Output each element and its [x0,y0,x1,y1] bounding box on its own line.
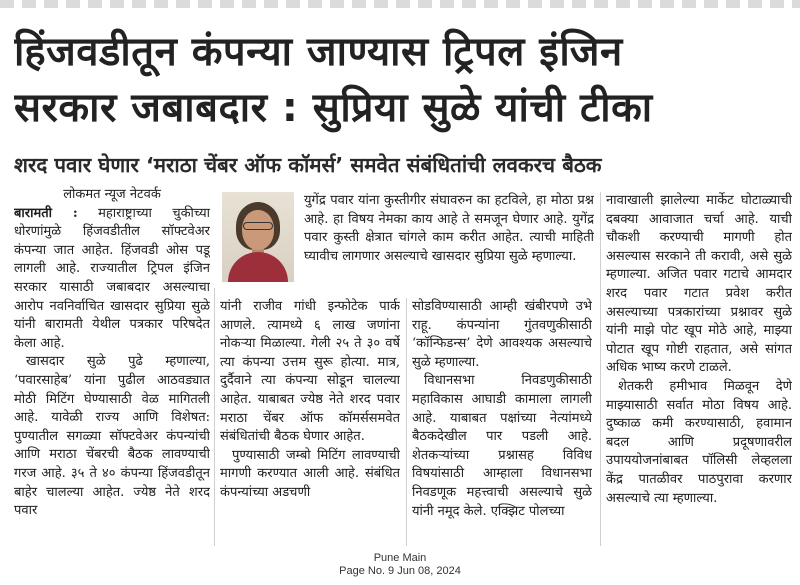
byline: लोकमत न्यूज नेटवर्क [63,187,161,202]
headline-line-2: सरकार जबाबदार : सुप्रिया सुळे यांची टीका [14,85,653,131]
dateline: बारामती : [14,205,78,221]
page-footer [0,552,800,578]
paragraph: पुण्यासाठी जम्बो मिटिंग लावण्याची मागणी करण्यात आली आहे. संबंधित कंपन्यांच्या अडचणी [220,447,400,500]
column-divider [406,298,407,546]
paragraph: विधानसभा निवडणुकीसाठी महाविकास आघाडी कामाला लागली आहे. याबाबत पक्षांच्या नेत्यांमध्ये बैठकदेखील पार पडली आहे. शेतकऱ्यांच्या प्रश्नासह विविध विषयांसाठी आम्हाला विधानसभा निवडणूक महत्त्वाची असल्याचे सुळे यांनी नमूद केले. एक्झिट पोलच्या [412,373,592,519]
paragraph: यांनी राजीव गांधी इन्फोटेक पार्क आणले. त्यामध्ये ६ लाख जणांना नोकऱ्या मिळाल्या. गेली २५ ते ३० वर्षे त्या कंपन्या उत्तम सुरू होत्या. मात्र, दुर्दैवाने त्या कंपन्या सोडून चालल्या आहेत. याबाबत ज्येष्ठ नेते शरद पवार मराठा चेंबर ऑफ कॉमर्ससमवेत संबंधितांची बैठक घेणार आहेत. [220,299,400,445]
column-divider [214,288,215,546]
paragraph-text: महाराष्ट्राच्या चुकीच्या धोरणांमुळे हिंजवडीतील सॉफ्टवेअर कंपन्या जात आहेत. हिंजवडी ओस पडू लागली आहे. राज्यातील ट्रिपल इंजिन सरकार यासाठी जबाबदार असल्याचा आरोप नवनिर्वाचित खासदार सुप्रिया सुळे यांनी बारामती येथील पत्रकार परिषदेत केला आहे. [14,205,210,351]
headline [14,24,794,136]
article-column-1 [14,186,210,546]
article-column-4 [606,192,792,546]
paragraph [14,205,210,354]
page-date-label: Page No. 9 Jun 08, 2024 [339,565,461,577]
column-divider [600,192,601,546]
paragraph: युगेंद्र पवार यांना कुस्तीगीर संघावरुन का हटविले, हा मोठा प्रश्न आहे. हा विषय नेमका काय आहे ते समजून घेणार आहे. युगेंद्र पवार कुस्ती क्षेत्रात चांगले काम करीत आहेत. त्याची माहिती घ्यावीच लागणार असल्याचे खासदार सुप्रिया सुळे म्हणाल्या. [304,193,594,264]
supriya-sule-photo [222,192,294,282]
subheadline: शरद पवार घेणार ‘मराठा चेंबर ऑफ कॉमर्स’ समवेत संबंधितांची लवकरच बैठक [14,153,602,177]
paragraph: नावाखाली झालेल्या मार्केट घोटाळ्याची दबक्या आवाजात चर्चा आहे. याची चौकशी करण्याची मागणी होत असल्यास सरकाने ती करावी, असे सुळे म्हणाल्या. अजित पवार गटाचे आमदार शरद पवार गटात प्रवेश करीत असल्याच्या पत्रकारांच्या प्रश्नावर सुळे यांनी माझे पोट खूप मोठे आहे, माझ्या पोटात खूप गोष्टी राहतात, असे सांगत अधिक भाष्य करणे टाळले. [606,193,792,376]
article-column-2 [220,298,400,546]
paragraph: सोडविण्यासाठी आम्ही खंबीरपणे उभे राहू. कंपन्यांना गुंतवणुकीसाठी ‘कॉन्फिडन्स’ देणे आवश्यक असल्याचे सुळे म्हणाल्या. [412,299,592,370]
headline-line-1: हिंजवडीतून कंपन्या जाण्यास ट्रिपल इंजिन [14,29,623,75]
paragraph: शेतकरी हमीभाव मिळवून देणे माझ्यासाठी सर्वात मोठा विषय आहे. दुष्काळ कमी करण्यासाठी, हवामान बदल आणि प्रदूषणावरील उपाययोजनांबाबत पॉलिसी लेव्हलला केंद्र पातळीवर पाठपुरावा करणार असल्याचे त्या म्हणाल्या. [606,378,792,506]
article-column-3 [412,298,592,546]
glasses-icon [243,222,273,230]
edition-label: Pune Main [373,552,427,564]
page-top-strip [0,0,800,8]
article-top-block [304,192,594,286]
paragraph: खासदार सुळे पुढे म्हणाल्या, ‘पवारसाहेब’ यांना पुढील आठवड्यात मोठी मिटिंग घेण्यासाठी वेळ मागितली आहे. यावेळी राज्य आणि विशेषत: पुण्यातील सगळ्या सॉफ्टवेअर कंपन्यांची आणि मराठा चेंबरची बैठक लावण्याची गरज आहे. ३५ ते ४० कंपन्या हिंजवडीतून बाहेर चालल्या आहेत. ज्येष्ठ नेते शरद पवार [14,354,210,519]
